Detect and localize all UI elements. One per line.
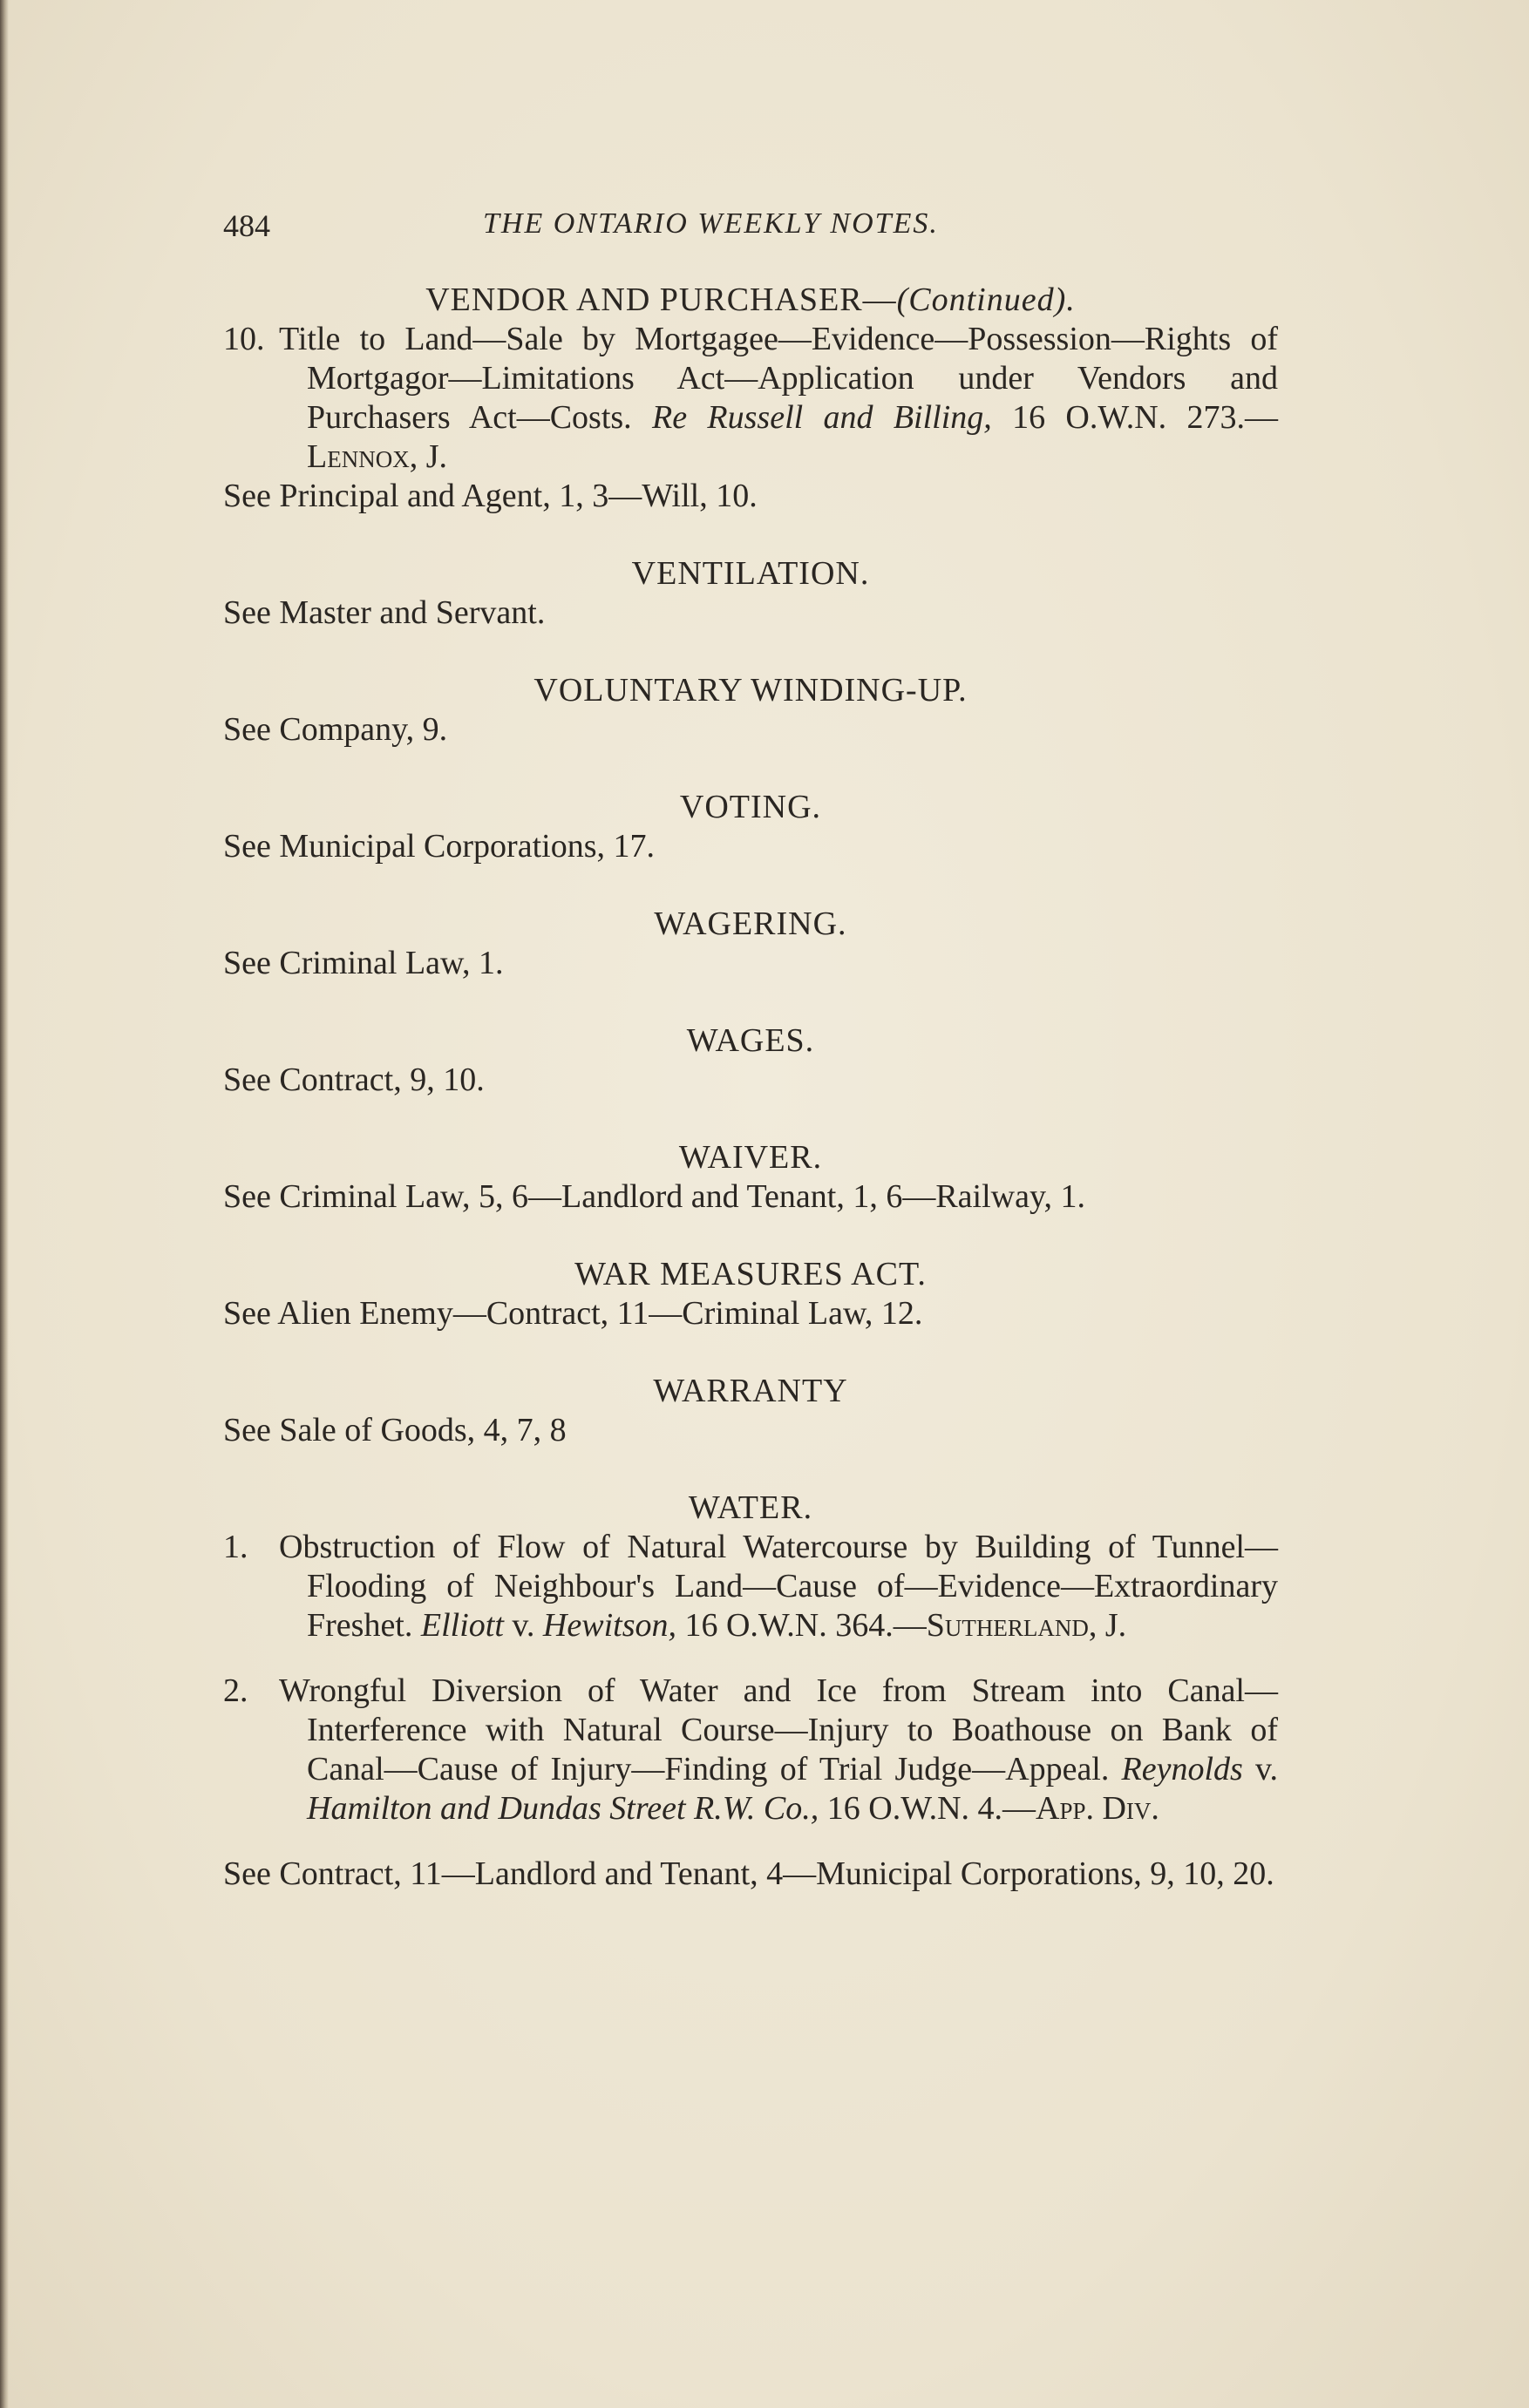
entry-water-1 [223, 1528, 1278, 1645]
see-reference-warranty: See Sale of Goods, 4, 7, 8 [223, 1412, 567, 1448]
see-reference-ventilation: See Master and Servant. [223, 594, 546, 631]
running-head [223, 207, 1269, 251]
see-reference-wages: See Contract, 9, 10. [223, 1062, 485, 1098]
citation: 16 O.W.N. 4.— [819, 1790, 1036, 1827]
see-reference-wagering: See Criminal Law, 1. [223, 945, 504, 981]
see-reference-war-measures: See Alien Enemy—Contract, 11—Criminal Law, 12. [223, 1295, 923, 1332]
see-reference-text: See Contract, 11—Landlord and Tenant, 4—Municipal Corporations, 9, 10, 20. [223, 1855, 1274, 1892]
versus: v. [503, 1607, 543, 1644]
see-reference-vendor: See Principal and Agent, 1, 3—Will, 10. [223, 478, 758, 514]
entry-number: 1. [223, 1529, 248, 1565]
see-reference-voluntary: See Company, 9. [223, 711, 448, 748]
entry-number: 10. [223, 321, 265, 357]
entry-water-2 [223, 1672, 1278, 1828]
citation: 16 O.W.N. 273.— [991, 399, 1279, 436]
see-reference-waiver: See Criminal Law, 5, 6—Landlord and Tenant, 1, 6—Railway, 1. [223, 1178, 1086, 1215]
heading-war-measures-act: WAR MEASURES ACT. [574, 1256, 927, 1292]
entry-number: 2. [223, 1672, 248, 1709]
heading-warranty: WARRANTY [653, 1373, 848, 1409]
judge: App. Div. [1036, 1790, 1159, 1827]
heading-waiver: WAIVER. [678, 1139, 823, 1176]
case-name: Hewitson, [542, 1607, 676, 1644]
case-name: Reynolds [1121, 1751, 1243, 1787]
heading-wagering: WAGERING. [654, 906, 847, 942]
heading-voting: VOTING. [679, 789, 822, 825]
page-number: 484 [223, 208, 270, 243]
see-reference-water [223, 1855, 1278, 1894]
heading-ventilation: VENTILATION. [631, 555, 870, 592]
heading-text: VENDOR AND PURCHASER— [425, 281, 897, 318]
entry-text: Title to Land—Sale by Mortgagee—Evidence—Possession—Rights of Mortgagor—Limitations Act—Application under Vendors and Purchasers Act—Costs. [279, 321, 1278, 436]
versus: v. [1242, 1751, 1278, 1787]
case-name: Hamilton and Dundas Street R.W. Co., [307, 1790, 819, 1827]
case-name: Re Russell and Billing, [652, 399, 992, 436]
entry-text: Obstruction of Flow of Natural Watercourse by Building of Tunnel—Flooding of Neighbour's Land—Cause of—Evidence—Extraordinary Freshet. [279, 1529, 1278, 1644]
see-reference-voting: See Municipal Corporations, 17. [223, 828, 655, 865]
judge: Lennox, J. [307, 438, 447, 475]
heading-voluntary-winding-up: VOLUNTARY WINDING-UP. [533, 672, 968, 709]
entry-vendor-10 [223, 320, 1278, 477]
page-edge-shadow [0, 0, 9, 2408]
continued-label: (Continued). [896, 281, 1076, 318]
heading-vendor-and-purchaser [223, 281, 1278, 320]
heading-wages: WAGES. [686, 1022, 815, 1059]
journal-title: THE ONTARIO WEEKLY NOTES. [483, 207, 939, 240]
entry-text: Wrongful Diversion of Water and Ice from Stream into Canal—Interference with Natural Course—Injury to Boathouse on Bank of Canal—Cause of Injury—Finding of Trial Judge—Appeal. [279, 1672, 1278, 1787]
index-content [223, 281, 1278, 1894]
judge: Sutherland, J. [926, 1607, 1127, 1644]
case-name: Elliott [420, 1607, 504, 1644]
heading-water: WATER. [688, 1489, 813, 1526]
citation: 16 O.W.N. 364.— [676, 1607, 927, 1644]
